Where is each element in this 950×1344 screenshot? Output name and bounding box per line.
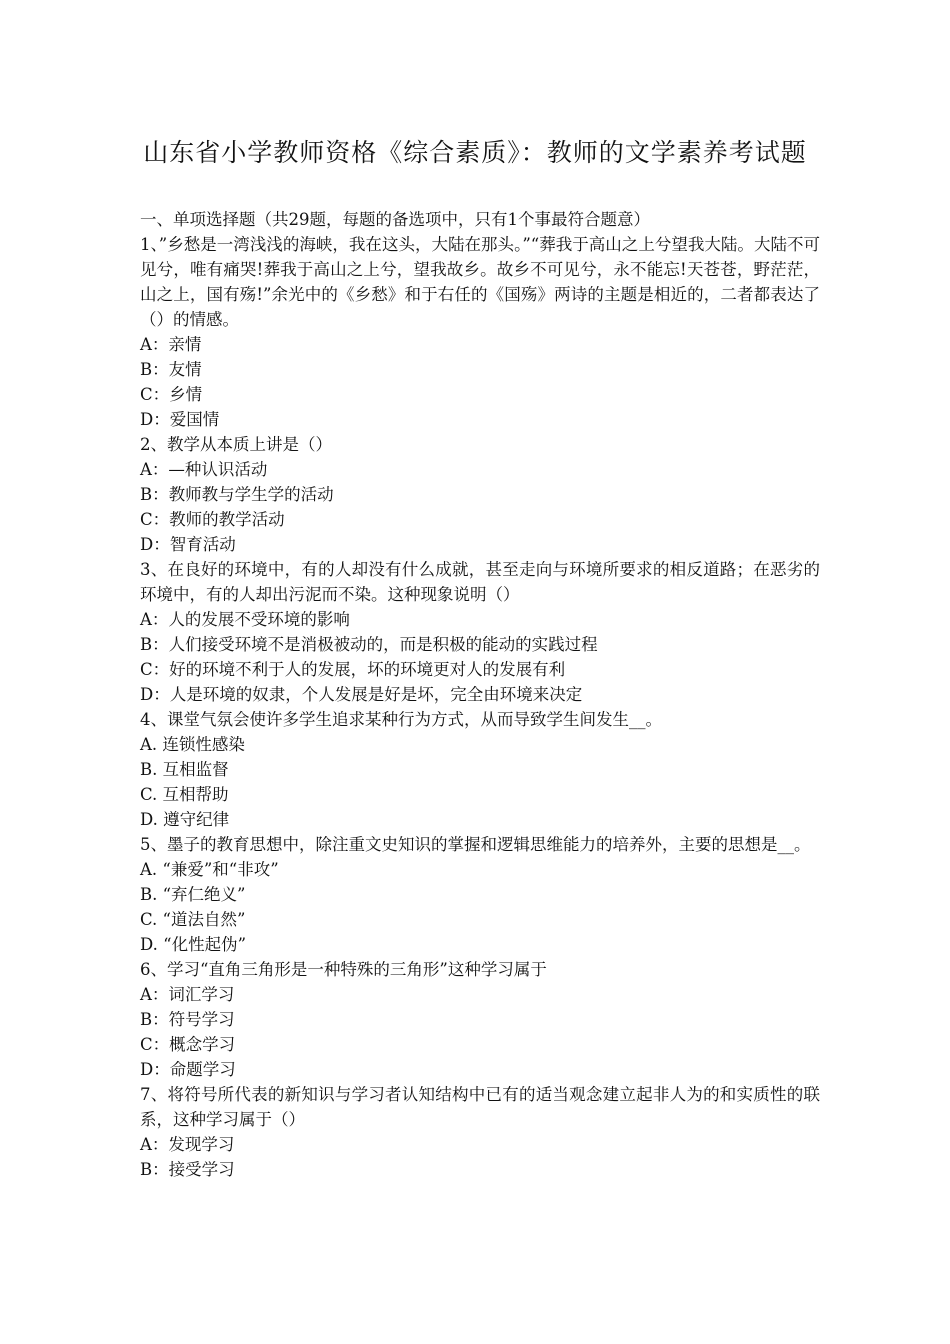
option-a: A：人的发展不受环境的影响	[140, 610, 350, 629]
option-a: A：词汇学习	[140, 985, 235, 1004]
question-4	[140, 707, 820, 832]
option-d: D. 遵守纪律	[140, 810, 230, 829]
question-1	[140, 232, 820, 432]
document-title: 山东省小学教师资格《综合素质》：教师的文学素养考试题	[143, 138, 807, 167]
question-6	[140, 957, 820, 1082]
option-d: D：命题学习	[140, 1060, 236, 1079]
option-a: A：亲情	[140, 335, 202, 354]
option-b: B：教师教与学生学的活动	[140, 485, 334, 504]
question-3	[140, 557, 820, 707]
option-c: C. “道法自然”	[140, 910, 246, 929]
question-stem: 3、在良好的环境中，有的人却没有什么成就，甚至走向与环境所要求的相反道路；在恶劣的环境中，有的人却出污泥而不染。这种现象说明（）	[140, 560, 820, 604]
option-c: C：概念学习	[140, 1035, 236, 1054]
option-d: D. “化性起伪”	[140, 935, 247, 954]
option-a: A：发现学习	[140, 1135, 235, 1154]
section-heading: 一、单项选择题（共29题，每题的备选项中，只有1个事最符合题意）	[140, 210, 650, 229]
option-b: B：符号学习	[140, 1010, 235, 1029]
option-c: C：乡情	[140, 385, 203, 404]
option-b: B. “弃仁绝义”	[140, 885, 246, 904]
option-a: A. “兼爱”和“非攻”	[140, 860, 279, 879]
question-5	[140, 832, 820, 957]
option-b: B：友情	[140, 360, 202, 379]
option-b: B. 互相监督	[140, 760, 229, 779]
question-7	[140, 1082, 820, 1182]
question-stem: 7、将符号所代表的新知识与学习者认知结构中已有的适当观念建立起非人为的和实质性的联系，这种学习属于（）	[140, 1085, 820, 1129]
option-c: C：好的环境不利于人的发展，坏的环境更对人的发展有利	[140, 660, 566, 679]
document-body	[140, 207, 820, 1182]
option-c: C. 互相帮助	[140, 785, 229, 804]
question-stem: 4、课堂气氛会使许多学生追求某种行为方式，从而导致学生间发生__。	[140, 710, 662, 729]
question-stem: 1、”乡愁是一湾浅浅的海峡，我在这头，大陆在那头。”“葬我于高山之上兮望我大陆。大陆不可见兮，唯有痛哭!葬我于高山之上兮，望我故乡。故乡不可见兮，永不能忘!天苍苍，野茫茫，山之上，国有殇!”余光中的《乡愁》和于右任的《国殇》两诗的主题是相近的，二者都表达了（）的情感。	[140, 235, 820, 329]
option-b: B：人们接受环境不是消极被动的，而是积极的能动的实践过程	[140, 635, 598, 654]
question-stem: 6、学习“直角三角形是一种特殊的三角形”这种学习属于	[140, 960, 547, 979]
option-d: D：智育活动	[140, 535, 236, 554]
question-stem: 5、墨子的教育思想中，除注重文史知识的掌握和逻辑思维能力的培养外，主要的思想是__。	[140, 835, 811, 854]
option-d: D：爱国情	[140, 410, 220, 429]
option-d: D：人是环境的奴隶，个人发展是好是坏，完全由环境来决定	[140, 685, 583, 704]
question-stem: 2、教学从本质上讲是（）	[140, 435, 332, 454]
option-a: A：—种认识活动	[140, 460, 268, 479]
option-c: C：教师的教学活动	[140, 510, 285, 529]
question-2	[140, 432, 820, 557]
option-a: A. 连锁性感染	[140, 735, 245, 754]
option-b: B：接受学习	[140, 1160, 235, 1179]
